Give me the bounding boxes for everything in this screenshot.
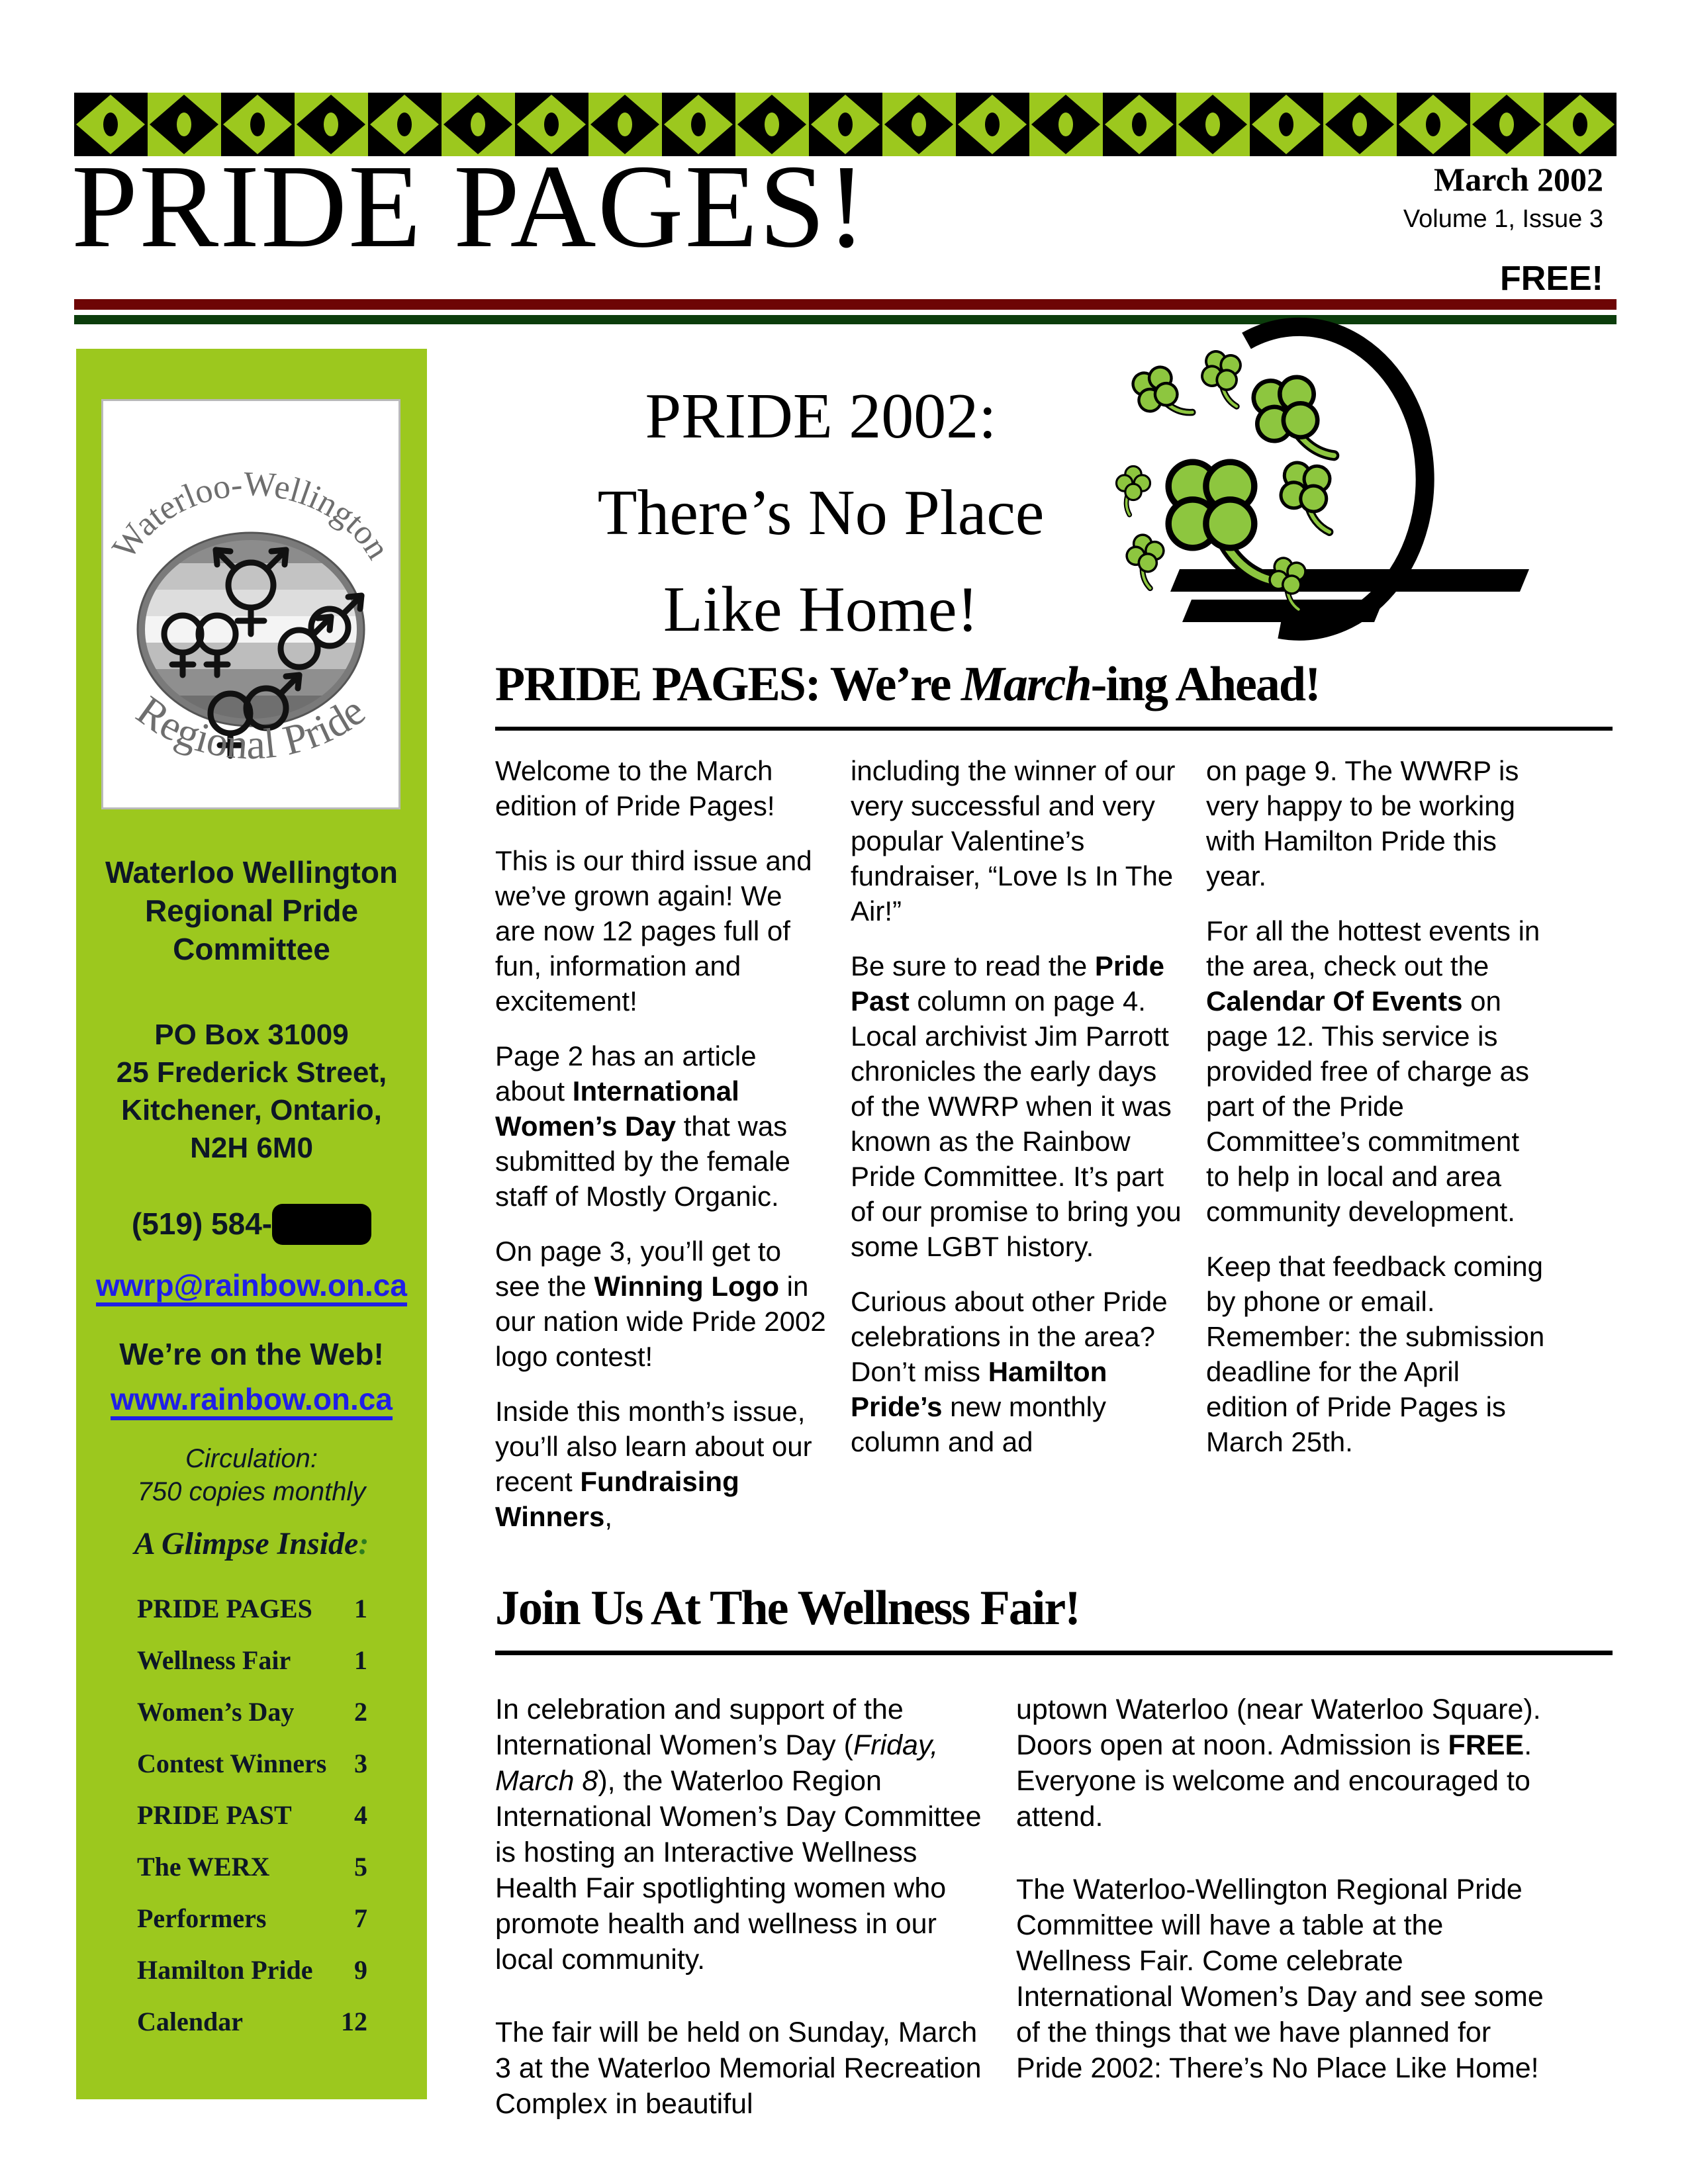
wellness-column-2 <box>1016 1692 1554 2123</box>
issue-volume: Volume 1, Issue 3 <box>1403 205 1603 233</box>
website-link[interactable]: www.rainbow.on.ca <box>111 1382 393 1420</box>
text-segment: , <box>604 1501 612 1532</box>
toc-item-label: PRIDE PAST <box>137 1800 292 1830</box>
toc-item-page: 12 <box>341 2007 367 2036</box>
toc-item-page: 2 <box>354 1697 367 1727</box>
toc-item-label: The WERX <box>137 1852 270 1882</box>
paragraph <box>1206 753 1547 893</box>
text-segment: Inside this month’s issue, you’ll also learn about our recent <box>495 1396 812 1497</box>
circulation-label: Circulation: <box>185 1444 318 1473</box>
logo-arc-top-text: Waterloo-Wellington <box>105 465 397 566</box>
wellness-heading-rule <box>495 1651 1613 1655</box>
toc-list <box>137 1593 367 2058</box>
address-line: PO Box 31009 <box>154 1019 349 1051</box>
circulation <box>76 1442 427 1508</box>
toc-item-label: Women’s Day <box>137 1697 295 1727</box>
toc-item-label: Performers <box>137 1903 267 1933</box>
paragraph <box>1016 1692 1554 1835</box>
toc-item-label: Wellness Fair <box>137 1645 291 1675</box>
main-headline <box>463 368 1178 658</box>
article-heading-marching-ahead <box>495 657 1620 713</box>
toc-item-page: 1 <box>354 1645 367 1675</box>
org-name-line: Committee <box>173 932 330 966</box>
text-segment: On page 3, you’ll get to see the <box>495 1236 781 1302</box>
article-heading-rule <box>495 727 1613 731</box>
text-segment: column on page 4. Local archivist Jim Parrott chronicles the early days of the WWRP when it was known as the Rainbow Pride Committee. It’s part of our promise to bring you some LGBT history. <box>851 985 1182 1262</box>
text-segment: uptown Waterloo (near Waterloo Square). Doors open at noon. Admission is <box>1016 1694 1541 1761</box>
headline-line: Like Home! <box>663 574 979 645</box>
article-heading-post: -ing Ahead! <box>1090 657 1320 711</box>
org-name-line: Regional Pride <box>144 893 359 928</box>
phone-prefix: (519) 584- <box>131 1206 273 1241</box>
paragraph <box>1206 1249 1547 1459</box>
toc-item-page: 3 <box>354 1749 367 1778</box>
pride-logo <box>101 399 400 809</box>
text-segment: Curious about other Pride celebrations in the area? Don’t miss <box>851 1286 1168 1387</box>
toc-item-page: 1 <box>354 1594 367 1623</box>
maroon-rule <box>74 299 1617 310</box>
article-column-3 <box>1206 753 1547 1479</box>
article-column-1 <box>495 753 829 1554</box>
text-segment: in our nation wide Pride 2002 logo contest! <box>495 1271 826 1372</box>
text-segment: Pride Past <box>851 950 1164 1017</box>
free-badge: FREE! <box>1500 259 1603 298</box>
shamrock-graphic-icon <box>1092 310 1622 684</box>
toc-item[interactable] <box>137 1696 367 1727</box>
toc-item[interactable] <box>137 1593 367 1624</box>
text-segment: on page 12. This service is provided free of charge as part of the Pride Committee’s commitment to help in local and area community development. <box>1206 985 1529 1227</box>
text-segment: The fair will be held on Sunday, March 3 at the Waterloo Memorial Recreation Complex in beautiful <box>495 2017 982 2120</box>
text-segment: new monthly column and ad <box>851 1391 1106 1457</box>
text-segment: Keep that feedback coming by phone or email. Remember: the submission deadline for the April edition of Pride Pages is March 25th. <box>1206 1251 1545 1457</box>
text-segment: Page 2 has an article about <box>495 1040 757 1107</box>
email-link[interactable]: wwrp@rainbow.on.ca <box>96 1268 407 1306</box>
phone-redaction-box <box>272 1204 371 1245</box>
paragraph <box>495 843 829 1019</box>
web-row <box>76 1381 427 1417</box>
toc-item[interactable] <box>137 1903 367 1934</box>
text-segment: Calendar Of Events <box>1206 985 1463 1017</box>
issue-block <box>1403 160 1603 298</box>
sidebar <box>76 349 427 2099</box>
web-label: We’re on the Web! <box>119 1337 384 1371</box>
text-segment: FREE <box>1448 1729 1524 1761</box>
org-name <box>76 853 427 968</box>
pride-logo-image <box>103 401 399 807</box>
text-segment: Hamilton Pride’s <box>851 1356 1107 1422</box>
paragraph <box>495 2015 997 2122</box>
glimpse-heading-text: A Glimpse Inside <box>134 1526 359 1561</box>
toc-item-page: 9 <box>354 1955 367 1985</box>
text-segment: Winning Logo <box>594 1271 779 1302</box>
toc-item-label: Contest Winners <box>137 1749 327 1778</box>
toc-item-label: Hamilton Pride <box>137 1955 313 1985</box>
paragraph <box>851 948 1185 1264</box>
text-segment: International Women’s Day <box>495 1075 739 1142</box>
glimpse-heading-colon: : <box>358 1526 369 1561</box>
text-segment: The Waterloo-Wellington Regional Pride Committee will have a table at the Wellness Fair. Come celebrate International Women’s Day and see some of the things that we have planned for Pride 2002: There’s No Place Like Home! <box>1016 1874 1544 2084</box>
toc-item-page: 4 <box>354 1800 367 1830</box>
text-segment: that was submitted by the female staff of Mostly Organic. <box>495 1111 790 1212</box>
toc-item-label: Calendar <box>137 2007 243 2036</box>
paragraph <box>495 753 829 823</box>
text-segment: For all the hottest events in the area, check out the <box>1206 915 1540 981</box>
text-segment: This is our third issue and we’ve grown again! We are now 12 pages full of fun, information and excitement! <box>495 845 812 1017</box>
circulation-value: 750 copies monthly <box>137 1477 366 1506</box>
logo-arc-bottom-text: Regional Pride <box>128 686 374 768</box>
toc-item[interactable] <box>137 1748 367 1779</box>
paragraph <box>495 1038 829 1214</box>
paragraph <box>495 1394 829 1534</box>
email-row <box>76 1267 427 1303</box>
toc-item-page: 5 <box>354 1852 367 1882</box>
article-heading-pre: PRIDE PAGES: We’re <box>495 657 962 711</box>
text-segment: . Everyone is welcome and encouraged to attend. <box>1016 1729 1532 1833</box>
text-segment: Welcome to the March edition of Pride Pages! <box>495 755 775 821</box>
wellness-column-1 <box>495 1692 997 2159</box>
paragraph <box>851 1284 1185 1459</box>
paragraph <box>1206 913 1547 1229</box>
address-line: Kitchener, Ontario, <box>121 1094 382 1126</box>
org-name-line: Waterloo Wellington <box>105 855 399 889</box>
article-column-2 <box>851 753 1185 1479</box>
text-segment: Friday, March 8 <box>495 1729 939 1797</box>
issue-date: March 2002 <box>1434 161 1603 198</box>
paragraph <box>495 1234 829 1374</box>
toc-item[interactable] <box>137 1799 367 1831</box>
glimpse-heading <box>76 1525 427 1562</box>
toc-item[interactable] <box>137 2006 367 2037</box>
text-segment: Be sure to read the <box>851 950 1095 981</box>
text-segment: including the winner of our very successful and very popular Valentine’s fundraiser, “Love Is In The Air!” <box>851 755 1176 927</box>
wellness-heading: Join Us At The Wellness Fair! <box>495 1581 1080 1635</box>
address-line: 25 Frederick Street, <box>116 1056 387 1089</box>
toc-item[interactable] <box>137 1851 367 1882</box>
toc-item[interactable] <box>137 1645 367 1676</box>
paragraph <box>1016 1872 1554 2086</box>
text-segment: on page 9. The WWRP is very happy to be working with Hamilton Pride this year. <box>1206 755 1519 891</box>
phone-number <box>76 1204 427 1245</box>
text-segment: Fundraising Winners <box>495 1466 739 1532</box>
article-heading-italic: March <box>961 657 1091 711</box>
address-line: N2H 6M0 <box>190 1132 313 1164</box>
paragraph <box>851 753 1185 929</box>
toc-item-label: PRIDE PAGES <box>137 1594 312 1623</box>
text-segment: In celebration and support of the International Women’s Day ( <box>495 1694 904 1761</box>
mailing-address <box>76 1016 427 1167</box>
headline-line: PRIDE 2002: <box>645 381 997 452</box>
toc-item[interactable] <box>137 1954 367 1985</box>
text-segment: ), the Waterloo Region International Women’s Day Committee is hosting an Interactive Wellness Health Fair spotlighting women who promote health and wellness in our local community. <box>495 1765 982 1976</box>
newsletter-title: PRIDE PAGES! <box>71 140 868 272</box>
shamrock-artwork <box>1092 310 1622 684</box>
toc-item-page: 7 <box>354 1903 367 1933</box>
paragraph <box>495 1692 997 1978</box>
headline-line: There’s No Place <box>597 477 1045 549</box>
